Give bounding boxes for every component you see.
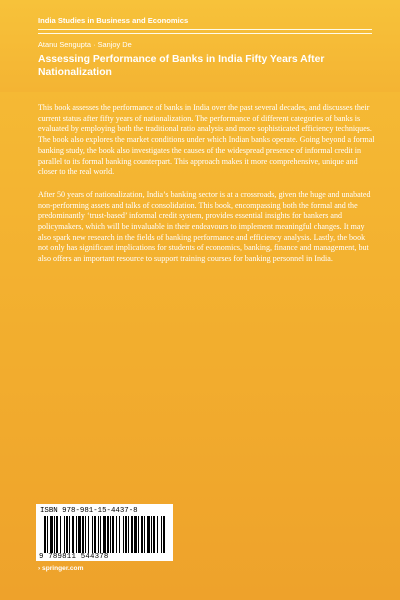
header-rule-bottom bbox=[38, 33, 372, 34]
barcode-bar bbox=[64, 516, 65, 553]
blurb bbox=[38, 103, 376, 277]
barcode-label bbox=[36, 504, 173, 561]
barcode-bar bbox=[161, 516, 162, 553]
barcode-bar bbox=[157, 516, 158, 553]
barcode-bar bbox=[147, 516, 150, 553]
barcode-bar bbox=[112, 516, 114, 553]
barcode-bar bbox=[107, 516, 109, 553]
barcode-bar bbox=[76, 516, 77, 553]
barcode-bar bbox=[78, 516, 81, 553]
barcode-bar bbox=[134, 516, 137, 553]
barcode-bar bbox=[88, 516, 89, 553]
barcode-bar bbox=[82, 516, 84, 553]
barcode-bar bbox=[131, 516, 133, 553]
barcode-digits: 9 789811 544378 bbox=[39, 553, 109, 561]
barcode-bar bbox=[110, 516, 111, 553]
blurb-paragraph: This book assesses the performance of banks in India over the past several decades, and discusses their current status after fifty years of nationalization. The performance of different categories of banks is evaluated by employing both the traditional ratio analysis and more sophisticated efficiency techniques. The book also explores the market conditions under which Indian banks operate. Going beyond a formal banking study, the book also investigates the causes of the widespread presence of informal credit in parallel to its formal banking counterpart. This approach makes it more comprehensive, unique and closer to the real world. bbox=[38, 103, 375, 177]
book-title: Assessing Performance of Banks in India Fifty Years After Nationalization bbox=[38, 54, 325, 78]
barcode-bar bbox=[151, 516, 152, 553]
barcode-bar bbox=[56, 516, 58, 553]
barcode-bar bbox=[153, 516, 155, 553]
authors: Atanu Sengupta · Sanjoy De bbox=[38, 40, 132, 49]
publisher-link[interactable]: › springer.com bbox=[38, 565, 84, 572]
header-rule-top bbox=[38, 29, 372, 30]
barcode-bar bbox=[100, 516, 101, 553]
barcode-bar bbox=[98, 516, 99, 553]
barcode-bar bbox=[138, 516, 139, 553]
barcode-bar bbox=[144, 516, 145, 553]
barcode-bar bbox=[123, 516, 124, 553]
barcode-bar bbox=[125, 516, 127, 553]
blurb-paragraph: After 50 years of nationalization, India’s banking sector is at a crossroads, given the huge and unabated non-performing assets and talks of consolidation. This book, encompassing both the formal and the predominantly ‘trust-based’ informal credit system, provides essential insights for bankers and policymakers, which will be invaluable in their endeavours to implement meaningful changes. It may also spark new research in the fields of banking performance and efficiency analysis. Lastly, the book not only has significant implications for students of economics, banking, finance and management, but also offers an important resource to support training courses for banking personnel in India. bbox=[38, 189, 371, 264]
barcode-bar bbox=[141, 516, 143, 553]
isbn-number: ISBN 978-981-15-4437-8 bbox=[40, 507, 138, 515]
barcode-bar bbox=[85, 516, 86, 553]
barcode-bar bbox=[163, 516, 165, 553]
barcode-bar bbox=[119, 516, 120, 553]
barcode-bar bbox=[72, 516, 74, 553]
series-title: India Studies in Business and Economics bbox=[38, 16, 189, 25]
barcode-bar bbox=[60, 516, 61, 553]
barcode-bar bbox=[54, 516, 55, 553]
barcode-bar bbox=[116, 516, 117, 553]
barcode-bars bbox=[44, 516, 166, 553]
barcode-bar bbox=[47, 516, 48, 553]
barcode-bar bbox=[50, 516, 53, 553]
barcode-bar bbox=[69, 516, 70, 553]
barcode-bar bbox=[128, 516, 129, 553]
barcode-bar bbox=[94, 516, 96, 553]
barcode-bar bbox=[66, 516, 68, 553]
barcode-bar bbox=[92, 516, 93, 553]
barcode-bar bbox=[103, 516, 106, 553]
barcode-bar bbox=[44, 516, 46, 553]
